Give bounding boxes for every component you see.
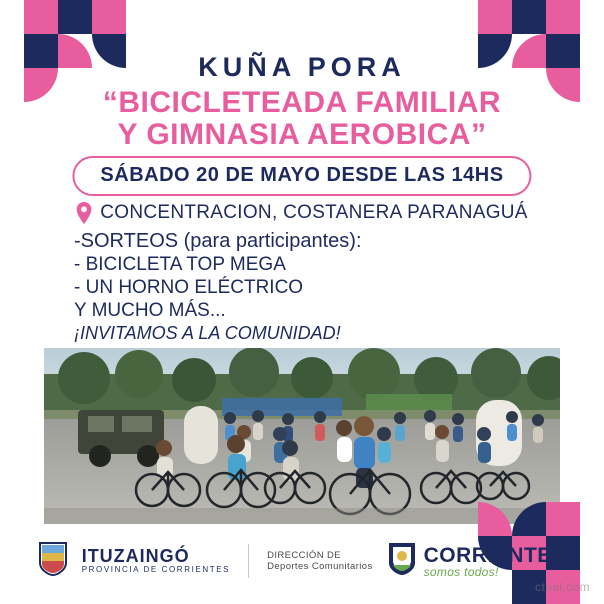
decor-square-top-left-3	[92, 0, 126, 34]
event-date-badge: SÁBADO 20 DE MAYO DESDE LAS 14HS	[72, 156, 531, 196]
shield-crest-icon	[38, 541, 68, 582]
province-slogan: somos todos!	[423, 564, 499, 579]
poster-title-line-2: Y GIMNASIA AEROBICA”	[117, 118, 487, 151]
watermark-text: ctual.com	[535, 580, 590, 594]
footer-logos	[0, 532, 604, 590]
decor-square-top-right-2	[512, 0, 546, 34]
direction-line-2: Deportes Comunitarios	[267, 561, 373, 572]
direction-line-1: DIRECCIÓN DE	[267, 549, 342, 561]
municipality-subtitle: PROVINCIA DE CORRIENTES	[81, 565, 231, 575]
detail-line-5: ¡INVITAMOS A LA COMUNIDAD!	[74, 323, 341, 343]
detail-line-4: Y MUCHO MÁS...	[74, 300, 226, 321]
decor-square-top-right-1	[546, 0, 580, 34]
municipality-name: ITUZAINGÓ	[81, 546, 190, 567]
province-name: CORRIENTES	[423, 543, 567, 567]
poster-title-line-1: “BICICLETEADA FAMILIAR	[102, 86, 502, 119]
decor-square-bottom-right-1	[546, 502, 580, 536]
detail-line-1: -SORTEOS (para participantes):	[74, 230, 362, 252]
province-logo	[387, 541, 567, 582]
map-pin-icon	[76, 202, 92, 224]
event-photo	[44, 348, 560, 524]
event-details-list	[74, 230, 544, 345]
decor-square-top-right-3	[478, 0, 512, 34]
event-location-row	[0, 202, 604, 224]
event-location-text: CONCENTRACION, COSTANERA PARANAGUÁ	[100, 202, 528, 223]
footer-divider	[248, 544, 249, 578]
detail-line-3: - UN HORNO ELÉCTRICO	[74, 277, 304, 298]
corrientes-shield-icon	[387, 541, 417, 582]
province-logo-text	[424, 545, 567, 578]
direction-block	[267, 550, 373, 573]
poster-kicker: KUÑA PORA	[198, 52, 406, 82]
decor-square-top-left-2	[58, 0, 92, 34]
municipality-logo-text	[82, 547, 230, 574]
detail-line-2: - BICICLETA TOP MEGA	[74, 254, 286, 275]
decor-square-top-left-1	[24, 0, 58, 34]
